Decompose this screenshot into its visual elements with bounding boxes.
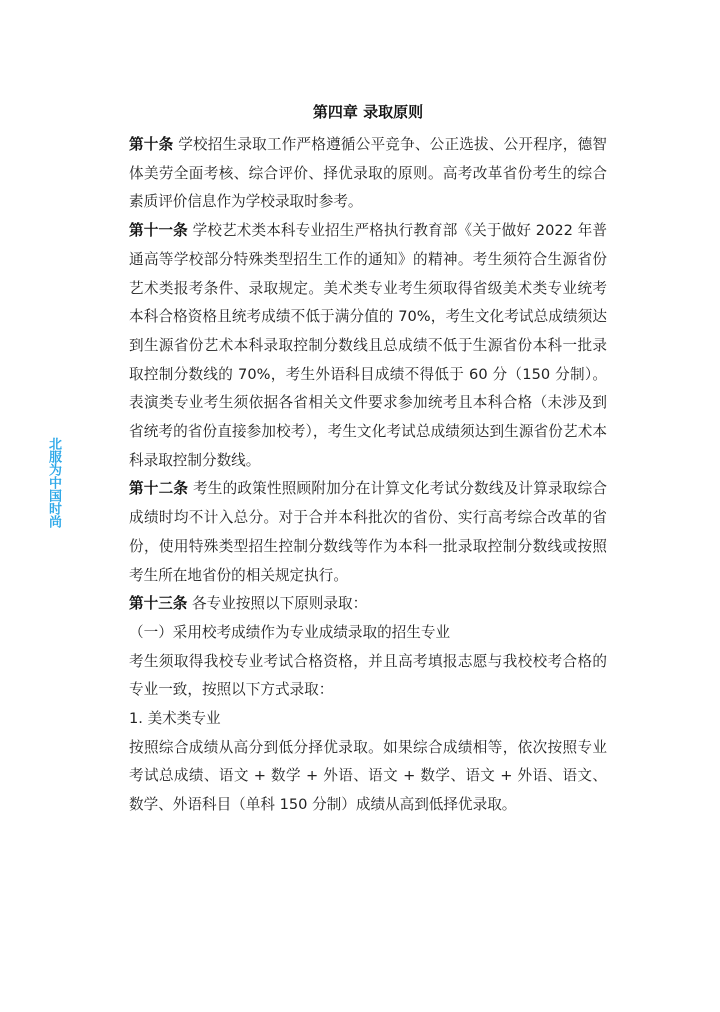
article-13 <box>129 590 607 619</box>
article-11 <box>129 217 607 475</box>
chapter-title: 第四章 录取原则 <box>312 103 424 121</box>
section-one-heading: （一）采用校考成绩作为专业成绩录取的招生专业 <box>129 623 451 641</box>
article-12 <box>129 475 607 590</box>
article-label: 第十条 <box>129 136 174 153</box>
article-10 <box>129 131 607 217</box>
article-label: 第十三条 <box>129 595 188 613</box>
document-body <box>129 102 607 820</box>
item-one-heading: 1. 美术类专业 <box>129 710 221 728</box>
article-label: 第十二条 <box>129 480 189 498</box>
article-text: 学校招生录取工作严格遵循公平竞争、公正选拔、公开程序，德智体美劳全面考核、综合评价、择优录取的原则。高考改革省份考生的综合素质评价信息作为学校录取时参考。 <box>129 136 607 211</box>
article-label: 第十一条 <box>129 222 188 240</box>
side-watermark: 北服为中国时尚 <box>46 437 61 528</box>
article-text: 各专业按照以下原则录取： <box>192 595 368 613</box>
section-one-text: 考生须取得我校专业考试合格资格，并且高考填报志愿与我校校考合格的专业一致，按照以下方式录取： <box>129 652 607 699</box>
article-text: 考生的政策性照顾附加分在计算文化考试分数线及计算录取综合成绩时均不计入总分。对于合并本科批次的省份、实行高考综合改革的省份，使用特殊类型招生控制分数线等作为本科一批录取控制分数线或按照考生所在地省份的相关规定执行。 <box>129 480 607 584</box>
item-one-text: 按照综合成绩从高分到低分择优录取。如果综合成绩相等，依次按照专业考试总成绩、语文 + 数学 + 外语、语文 + 数学、语文 + 外语、语文、数学、外语科目（单科 150 分制）成绩从高到低择优录取。 <box>129 738 607 814</box>
article-text: 学校艺术类本科专业招生严格执行教育部《关于做好 2022 年普通高等学校部分特殊类型招生工作的通知》的精神。考生须符合生源省份艺术类报考条件、录取规定。美术类专业考生须取得省级美术类专业统考本科合格资格且统考成绩不低于满分值的 70%，考生文化考试总成绩须达到生源省份艺术本科录取控制分数线且总成绩不低于生源省份本科一批录取控制分数线的 70%，考生外语科目成绩不得低于 60 分（150 分制）。表演类专业考生须依据各省相关文件要求参加统考且本科合格（未涉及到省统考的省份直接参加校考），考生文化考试总成绩须达到生源省份艺术本科录取控制分数线。 <box>129 222 607 469</box>
